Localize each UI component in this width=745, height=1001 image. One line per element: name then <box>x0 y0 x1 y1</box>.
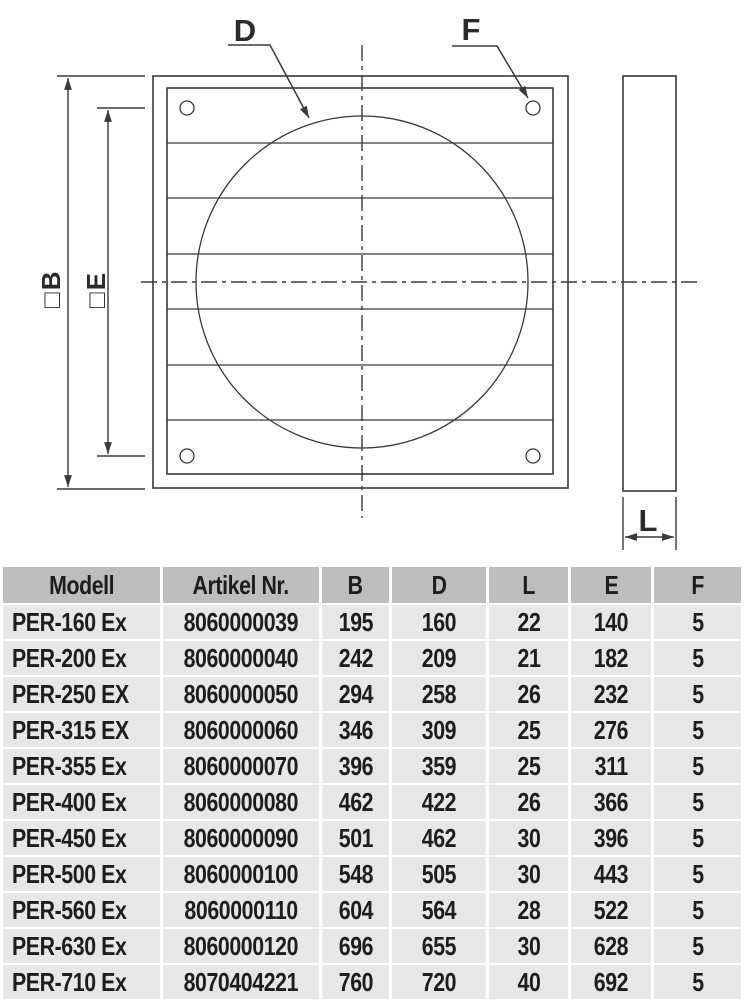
side-view-profile <box>623 76 676 491</box>
value-cell: 30 <box>489 821 568 855</box>
value-cell: 5 <box>654 749 741 783</box>
value-cell: 443 <box>571 857 651 891</box>
value-cell: 604 <box>322 893 389 927</box>
value-cell: 5 <box>654 821 741 855</box>
table-row <box>3 785 741 819</box>
value-cell: 195 <box>322 605 389 639</box>
value-cell: 760 <box>322 965 389 999</box>
value-cell: 8060000110 <box>163 893 319 927</box>
label-f: F <box>461 12 481 47</box>
model-cell: PER-160 Ex <box>3 605 160 639</box>
value-cell: 5 <box>654 713 741 747</box>
value-cell: 696 <box>322 929 389 963</box>
value-cell: 8060000070 <box>163 749 319 783</box>
leader-f <box>452 46 528 98</box>
label-d: D <box>233 13 257 48</box>
table-row <box>3 857 741 891</box>
value-cell: 26 <box>489 677 568 711</box>
value-cell: 22 <box>489 605 568 639</box>
table-row <box>3 713 741 747</box>
value-cell: 655 <box>392 929 486 963</box>
model-cell: PER-500 Ex <box>3 857 160 891</box>
model-cell: PER-250 EX <box>3 677 160 711</box>
value-cell: 28 <box>489 893 568 927</box>
table-header-row <box>3 567 741 603</box>
spec-table-body <box>3 605 741 999</box>
value-cell: 462 <box>322 785 389 819</box>
value-cell: 505 <box>392 857 486 891</box>
column-header-l: L <box>489 567 568 603</box>
model-cell: PER-450 Ex <box>3 821 160 855</box>
column-header-f: F <box>654 567 741 603</box>
value-cell: 182 <box>571 641 651 675</box>
mounting-hole <box>180 101 194 115</box>
value-cell: 522 <box>571 893 651 927</box>
value-cell: 140 <box>571 605 651 639</box>
table-row <box>3 605 741 639</box>
table-row <box>3 929 741 963</box>
value-cell: 501 <box>322 821 389 855</box>
value-cell: 346 <box>322 713 389 747</box>
table-row <box>3 749 741 783</box>
value-cell: 366 <box>571 785 651 819</box>
label-b: □B <box>36 269 66 308</box>
value-cell: 25 <box>489 749 568 783</box>
value-cell: 276 <box>571 713 651 747</box>
column-header-d: D <box>392 567 486 603</box>
model-cell: PER-200 Ex <box>3 641 160 675</box>
column-header-e: E <box>571 567 651 603</box>
mounting-hole <box>180 449 194 463</box>
value-cell: 40 <box>489 965 568 999</box>
label-l: L <box>638 503 658 538</box>
value-cell: 5 <box>654 641 741 675</box>
value-cell: 209 <box>392 641 486 675</box>
model-cell: PER-630 Ex <box>3 929 160 963</box>
value-cell: 160 <box>392 605 486 639</box>
value-cell: 5 <box>654 929 741 963</box>
value-cell: 5 <box>654 785 741 819</box>
value-cell: 548 <box>322 857 389 891</box>
value-cell: 396 <box>571 821 651 855</box>
spec-table-section <box>0 565 745 1000</box>
value-cell: 294 <box>322 677 389 711</box>
value-cell: 5 <box>654 605 741 639</box>
value-cell: 396 <box>322 749 389 783</box>
value-cell: 8060000090 <box>163 821 319 855</box>
model-cell: PER-400 Ex <box>3 785 160 819</box>
value-cell: 5 <box>654 893 741 927</box>
table-row <box>3 893 741 927</box>
value-cell: 422 <box>392 785 486 819</box>
label-e: □E <box>81 270 111 308</box>
value-cell: 258 <box>392 677 486 711</box>
value-cell: 359 <box>392 749 486 783</box>
value-cell: 8060000100 <box>163 857 319 891</box>
table-row <box>3 965 741 999</box>
front-view-inner-frame <box>167 88 553 474</box>
table-row <box>3 641 741 675</box>
value-cell: 8060000039 <box>163 605 319 639</box>
value-cell: 309 <box>392 713 486 747</box>
value-cell: 30 <box>489 929 568 963</box>
model-cell: PER-560 Ex <box>3 893 160 927</box>
mounting-hole <box>526 449 540 463</box>
value-cell: 462 <box>392 821 486 855</box>
model-cell: PER-315 EX <box>3 713 160 747</box>
column-header-b: B <box>322 567 389 603</box>
value-cell: 26 <box>489 785 568 819</box>
value-cell: 8060000080 <box>163 785 319 819</box>
value-cell: 8060000050 <box>163 677 319 711</box>
value-cell: 720 <box>392 965 486 999</box>
value-cell: 8060000060 <box>163 713 319 747</box>
value-cell: 5 <box>654 677 741 711</box>
leader-d <box>228 45 309 118</box>
value-cell: 8060000040 <box>163 641 319 675</box>
value-cell: 232 <box>571 677 651 711</box>
value-cell: 30 <box>489 857 568 891</box>
value-cell: 242 <box>322 641 389 675</box>
value-cell: 628 <box>571 929 651 963</box>
value-cell: 692 <box>571 965 651 999</box>
value-cell: 311 <box>571 749 651 783</box>
column-header-artikel-nr: Artikel Nr. <box>163 567 319 603</box>
value-cell: 25 <box>489 713 568 747</box>
table-row <box>3 821 741 855</box>
column-header-modell: Modell <box>3 567 160 603</box>
spec-table <box>0 565 744 1001</box>
value-cell: 8060000120 <box>163 929 319 963</box>
model-cell: PER-710 Ex <box>3 965 160 999</box>
value-cell: 8070404221 <box>163 965 319 999</box>
value-cell: 564 <box>392 893 486 927</box>
value-cell: 5 <box>654 965 741 999</box>
table-row <box>3 677 741 711</box>
model-cell: PER-355 Ex <box>3 749 160 783</box>
value-cell: 5 <box>654 857 741 891</box>
mounting-hole <box>526 101 540 115</box>
value-cell: 21 <box>489 641 568 675</box>
